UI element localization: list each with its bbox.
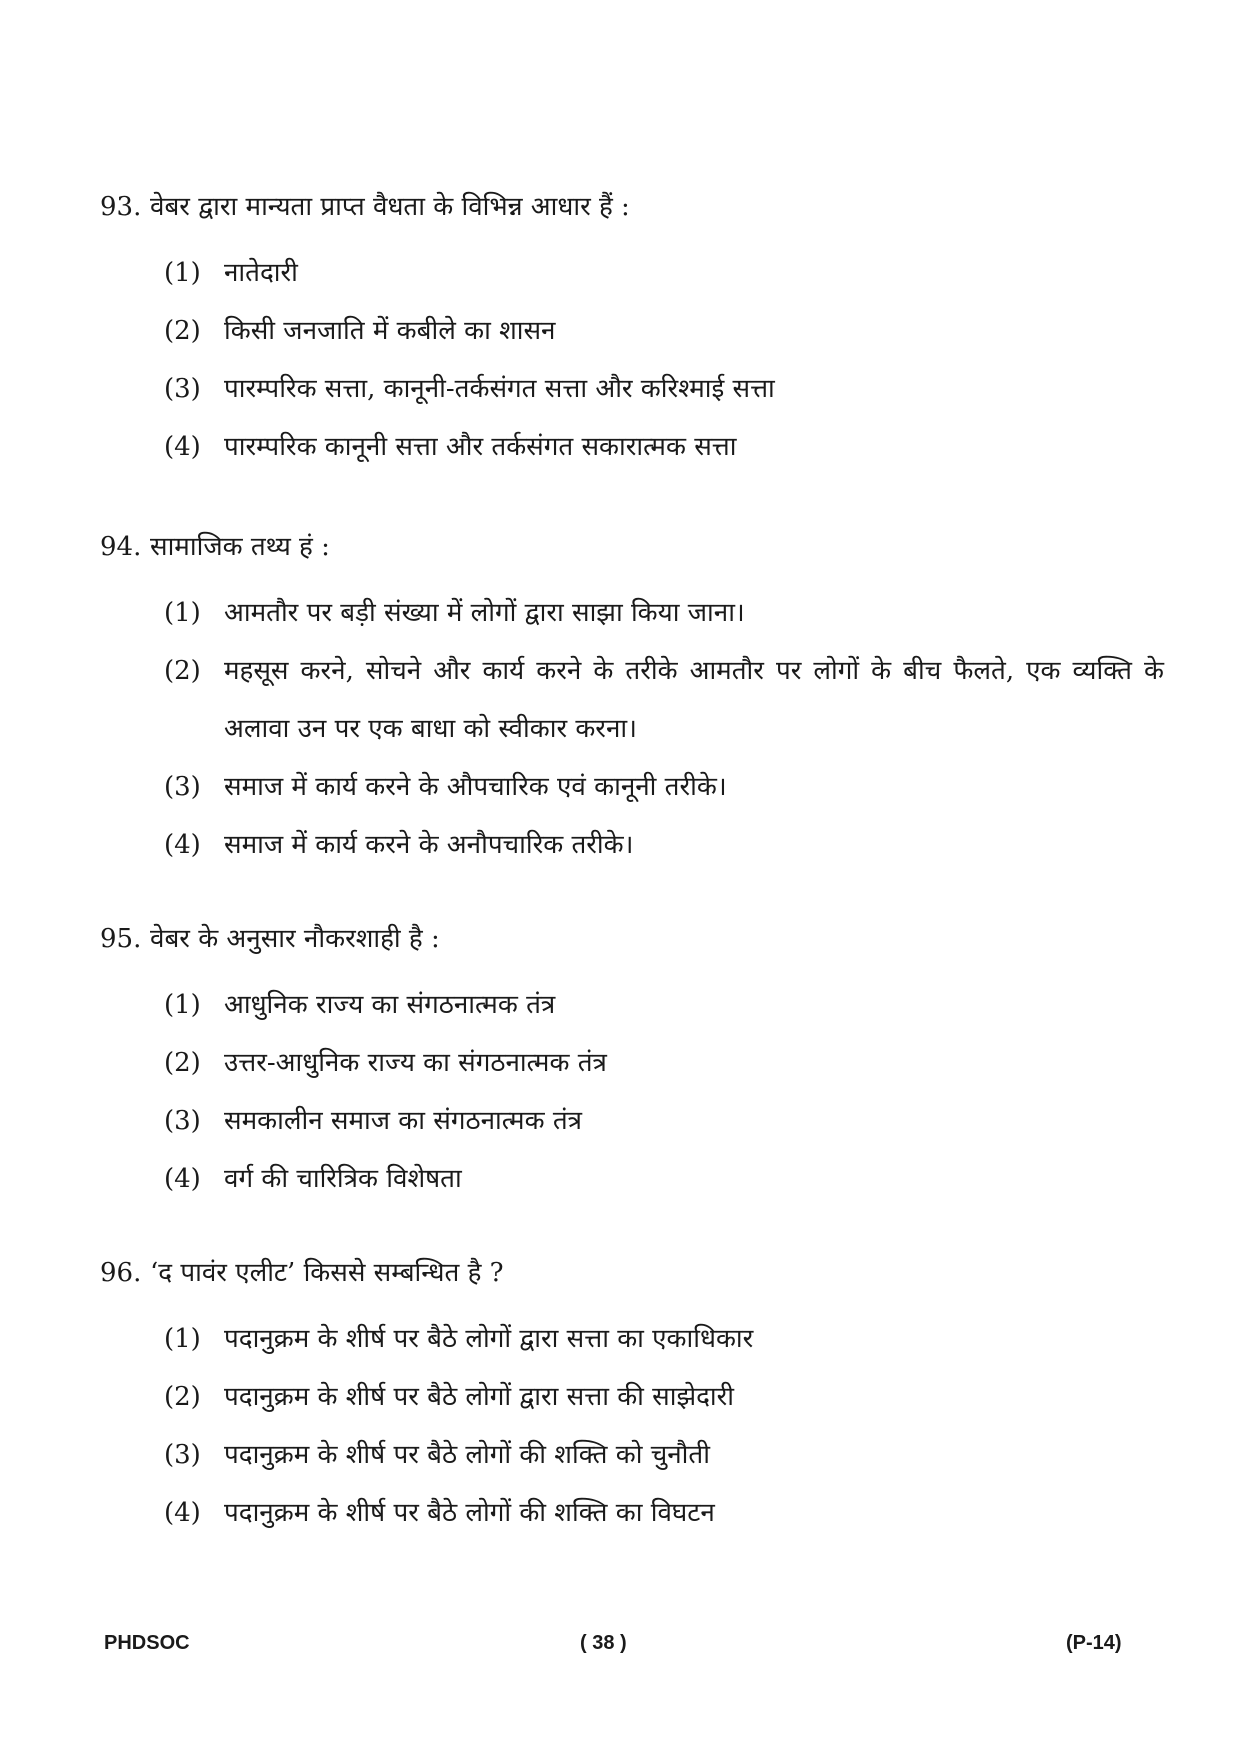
option-number: (3) [164, 772, 201, 802]
option-item [164, 244, 1164, 302]
option-number: (1) [164, 598, 201, 628]
option-item [164, 1368, 1164, 1426]
question-text: ‘द पावंर एलीट’ किससे सम्बन्धित है ? [150, 1258, 504, 1288]
option-number: (3) [164, 1440, 201, 1470]
option-text: आमतौर पर बड़ी संख्या में लोगों द्वारा साझा किया जाना। [224, 598, 745, 628]
option-text: समाज में कार्य करने के अनौपचारिक तरीके। [224, 830, 634, 860]
option-text: पदानुक्रम के शीर्ष पर बैठे लोगों की शक्ति का विघटन [224, 1498, 715, 1528]
option-item [164, 418, 1164, 476]
option-item [164, 1484, 1164, 1542]
option-item [164, 1034, 1164, 1092]
option-number: (4) [164, 432, 201, 462]
question-number: 94. [100, 532, 142, 562]
question-text: सामाजिक तथ्य हं : [150, 532, 330, 562]
option-number: (2) [164, 656, 201, 686]
option-text: पदानुक्रम के शीर्ष पर बैठे लोगों द्वारा सत्ता का एकाधिकार [224, 1324, 754, 1354]
paper-set: (P-14) [1066, 1632, 1122, 1654]
paper-code: PHDSOC [104, 1632, 190, 1654]
question-stem [100, 530, 1160, 564]
question-number: 96. [100, 1258, 142, 1288]
option-item [164, 816, 1164, 874]
option-number: (4) [164, 1498, 201, 1528]
option-text: उत्तर-आधुनिक राज्य का संगठनात्मक तंत्र [224, 1048, 607, 1078]
option-item [164, 758, 1164, 816]
option-item [164, 1150, 1164, 1208]
option-item [164, 302, 1164, 360]
option-text: पदानुक्रम के शीर्ष पर बैठे लोगों द्वारा सत्ता की साझेदारी [224, 1382, 735, 1412]
option-text: समकालीन समाज का संगठनात्मक तंत्र [224, 1106, 583, 1136]
option-text: नातेदारी [224, 258, 298, 288]
question-stem [100, 1256, 1160, 1290]
option-number: (2) [164, 1048, 201, 1078]
option-number: (3) [164, 1106, 201, 1136]
question-stem [100, 190, 1160, 224]
option-item [164, 584, 1164, 642]
option-text: पारम्परिक कानूनी सत्ता और तर्कसंगत सकारात्मक सत्ता [224, 432, 737, 462]
question-text: वेबर के अनुसार नौकरशाही है : [150, 924, 440, 954]
option-text: किसी जनजाति में कबीले का शासन [224, 316, 556, 346]
option-number: (2) [164, 316, 201, 346]
option-item [164, 642, 1164, 758]
option-text: वर्ग की चारित्रिक विशेषता [224, 1164, 462, 1194]
question-93 [100, 190, 1160, 476]
option-text: पारम्परिक सत्ता, कानूनी-तर्कसंगत सत्ता और करिश्माई सत्ता [224, 374, 775, 404]
option-number: (1) [164, 258, 201, 288]
question-95 [100, 922, 1160, 1208]
option-item [164, 976, 1164, 1034]
question-94 [100, 530, 1164, 874]
option-text: समाज में कार्य करने के औपचारिक एवं कानूनी तरीके। [224, 772, 727, 802]
question-number: 93. [100, 192, 142, 222]
question-text: वेबर द्वारा मान्यता प्राप्त वैधता के विभिन्न आधार हैं : [150, 192, 630, 222]
option-number: (4) [164, 830, 201, 860]
question-number: 95. [100, 924, 142, 954]
question-96 [100, 1256, 1160, 1542]
option-item [164, 1092, 1164, 1150]
question-stem [100, 922, 1160, 956]
option-item [164, 1426, 1164, 1484]
option-text: महसूस करने, सोचने और कार्य करने के तरीके आमतौर पर लोगों के बीच फैलते, एक व्यक्ति के अलावा उन पर एक बाधा को स्वीकार करना। [224, 656, 1164, 744]
option-item [164, 1310, 1164, 1368]
option-number: (3) [164, 374, 201, 404]
option-text: पदानुक्रम के शीर्ष पर बैठे लोगों की शक्ति को चुनौती [224, 1440, 710, 1470]
option-number: (1) [164, 990, 201, 1020]
page-number: ( 38 ) [580, 1632, 627, 1654]
option-number: (4) [164, 1164, 201, 1194]
option-item [164, 360, 1164, 418]
option-text: आधुनिक राज्य का संगठनात्मक तंत्र [224, 990, 556, 1020]
option-number: (1) [164, 1324, 201, 1354]
page-footer [0, 1632, 1241, 1662]
option-number: (2) [164, 1382, 201, 1412]
